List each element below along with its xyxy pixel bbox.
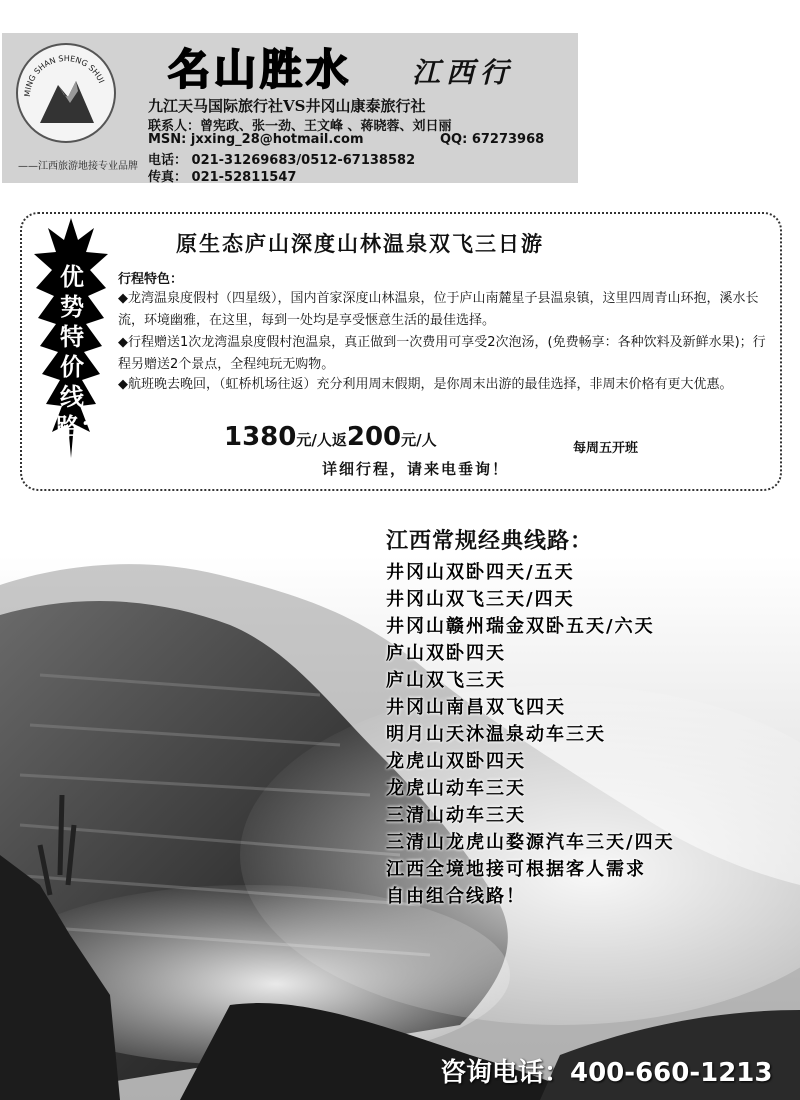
routes-title: 江西常规经典线路： xyxy=(386,529,594,554)
route-item: 井冈山南昌双飞四天 xyxy=(386,697,566,718)
contact-persons: 联系人：曾宪政、张一劲、王文峰 、蒋晓蓉、刘日丽 xyxy=(148,119,452,134)
route-item: 江西全境地接可根据客人需求 xyxy=(386,859,646,880)
route-item: 井冈山双飞三天/四天 xyxy=(386,589,575,610)
route-item: 龙虎山动车三天 xyxy=(386,778,526,799)
rebate-unit: 元/人 xyxy=(401,431,437,449)
phone-row: 电话： 021-31269683/0512-67138582 xyxy=(148,153,416,168)
special-offer-badge-text: 优势特价线路： xyxy=(56,263,104,441)
route-item: 三清山龙虎山婺源汽车三天/四天 xyxy=(386,832,675,853)
agency-names: 九江天马国际旅行社VS井冈山康泰旅行社 xyxy=(148,97,426,115)
header-banner xyxy=(2,33,578,183)
route-item: 三清山动车三天 xyxy=(386,805,526,826)
price-row xyxy=(224,422,437,452)
route-item: 井冈山双卧四天/五天 xyxy=(386,562,575,583)
route-item: 龙虎山双卧四天 xyxy=(386,751,526,772)
feature-item: ◆龙湾温泉度假村（四星级），国内首家深度山林温泉，位于庐山南麓星子县温泉镇，这里四周青山环抱，溪水长流，环境幽雅，在这里，每到一处均是享受惬意生活的最佳选择。 xyxy=(118,291,759,328)
route-item: 庐山双卧四天 xyxy=(386,643,506,664)
price-value: 1380 xyxy=(224,422,297,452)
logo-arc-text: MING SHAN SHENG SHUI xyxy=(22,53,106,98)
route-item: 庐山双飞三天 xyxy=(386,670,506,691)
mountain-logo-icon xyxy=(18,45,114,141)
feature-item: ◆航班晚去晚回，（虹桥机场往返）充分利用周末假期，是你周末出游的最佳选择，非周末价格有更大优惠。 xyxy=(118,377,733,392)
hotline-phone: 咨询电话：400-660-1213 xyxy=(440,1058,773,1088)
logo-tagline: ——江西旅游地接专业品牌 xyxy=(18,161,138,172)
msn-value: MSN: jxxing_28@hotmail.com xyxy=(148,132,364,147)
features-label: 行程特色： xyxy=(118,272,184,287)
qq-value: QQ: 67273968 xyxy=(440,132,545,147)
fax-row: 传真： 021-52811547 xyxy=(148,170,297,185)
svg-text:MING SHAN SHENG SHUI xyxy=(23,54,106,97)
package-title: 原生态庐山深度山林温泉双飞三日游 xyxy=(176,231,544,256)
msn-row xyxy=(148,132,545,147)
brand-logo xyxy=(16,43,116,143)
departure-schedule: 每周五开班 xyxy=(573,441,639,456)
price-unit: 元/人返 xyxy=(296,431,347,449)
rebate-value: 200 xyxy=(346,422,402,452)
brand-subtitle: 江西行 xyxy=(412,56,515,89)
inquire-text: 详细行程，请来电垂询！ xyxy=(322,460,510,478)
feature-item: ◆行程赠送1次龙湾温泉度假村泡温泉，真正做到一次费用可享受2次泡汤，(免费畅享：各种饮料及新鲜水果)；行程另赠送2个景点，全程纯玩无购物。 xyxy=(118,335,766,372)
route-item: 自由组合线路！ xyxy=(386,886,526,907)
brand-title: 名山胜水 xyxy=(168,45,353,94)
route-item: 井冈山赣州瑞金双卧五天/六天 xyxy=(386,616,655,637)
route-item: 明月山天沐温泉动车三天 xyxy=(386,724,606,745)
